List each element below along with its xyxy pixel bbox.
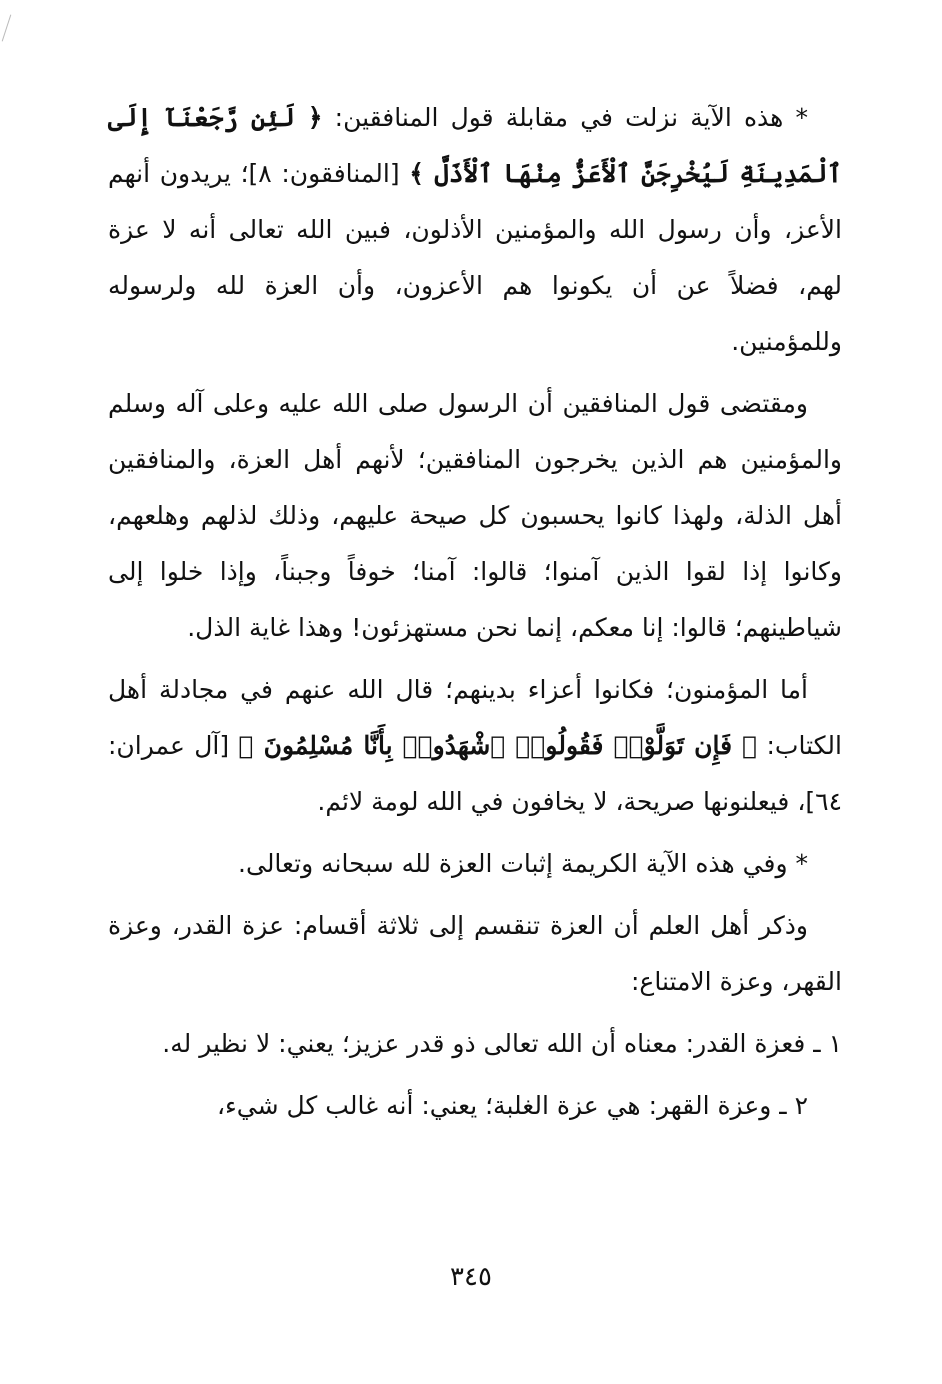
paragraph-text: * هذه الآية نزلت في مقابلة قول المنافقين: — [322, 103, 808, 132]
paragraph-p1 — [108, 90, 842, 370]
paragraph-p2 — [108, 376, 842, 656]
paragraph-text: ومقتضى قول المنافقين أن الرسول صلى الله عليه وعلى آله وسلم والمؤمنين هم الذين يخرجون المنافقين؛ لأنهم أهل العزة، والمنافقين أهل الذلة، ولهذا كانوا يحسبون كل صيحة عليهم، وذلك لذلهم وهلعهم، وكانوا إذا لقوا الذين آمنوا؛ قالوا: آمنا؛ خوفاً وجبناً، وإذا خلوا إلى شياطينهم؛ قالوا: إنا معكم، إنما نحن مستهزئون! وهذا غاية الذل. — [108, 389, 842, 642]
quran-verse: ﴿ لَئِن رَّجَعْنَآ إِلَى ٱلْمَدِينَةِ لَيُخْرِجَنَّ ٱلْأَعَزُّ مِنْهَا ٱلْأَذَلَّ ﴾ — [108, 103, 842, 188]
paragraph-p5 — [108, 898, 842, 1010]
paragraph-text: [آل عمران: ٦٤]، فيعلنونها صريحة، لا يخافون في الله لومة لائم. — [108, 731, 842, 816]
paragraph-p7 — [108, 1078, 842, 1134]
paragraph-p6 — [108, 1016, 842, 1072]
paragraph-p4 — [108, 836, 842, 892]
quran-verse: ﴿ فَإِن تَوَلَّوْا۟ فَقُولُوا۟ ٱشْهَدُوا۟ بِأَنَّا مُسْلِمُونَ ﴾ — [238, 731, 758, 760]
page-number: ٣٤٥ — [450, 1262, 492, 1292]
body-text — [108, 90, 842, 1140]
paragraph-text: وذكر أهل العلم أن العزة تنقسم إلى ثلاثة أقسام: عزة القدر، وعزة القهر، وعزة الامتناع: — [108, 911, 842, 996]
scan-mark — [2, 15, 12, 42]
paragraph-text: أما المؤمنون؛ فكانوا أعزاء بدينهم؛ قال الله عنهم في مجادلة أهل الكتاب: — [108, 675, 842, 760]
paragraph-text: [المنافقون: ٨]؛ يريدون أنهم الأعز، وأن رسول الله والمؤمنين الأذلون، فبين الله تعالى أنه لا عزة لهم، فضلاً عن أن يكونوا هم الأعزون، وأن العزة لله ولرسوله وللمؤمنين. — [108, 159, 842, 356]
paragraph-p3 — [108, 662, 842, 830]
paragraph-text: ١ ـ فعزة القدر: معناه أن الله تعالى ذو قدر عزيز؛ يعني: لا نظير له. — [162, 1029, 842, 1058]
paragraph-text: ٢ ـ وعزة القهر: هي عزة الغلبة؛ يعني: أنه غالب كل شيء، — [216, 1091, 808, 1120]
paragraph-text: * وفي هذه الآية الكريمة إثبات العزة لله سبحانه وتعالى. — [238, 849, 808, 878]
